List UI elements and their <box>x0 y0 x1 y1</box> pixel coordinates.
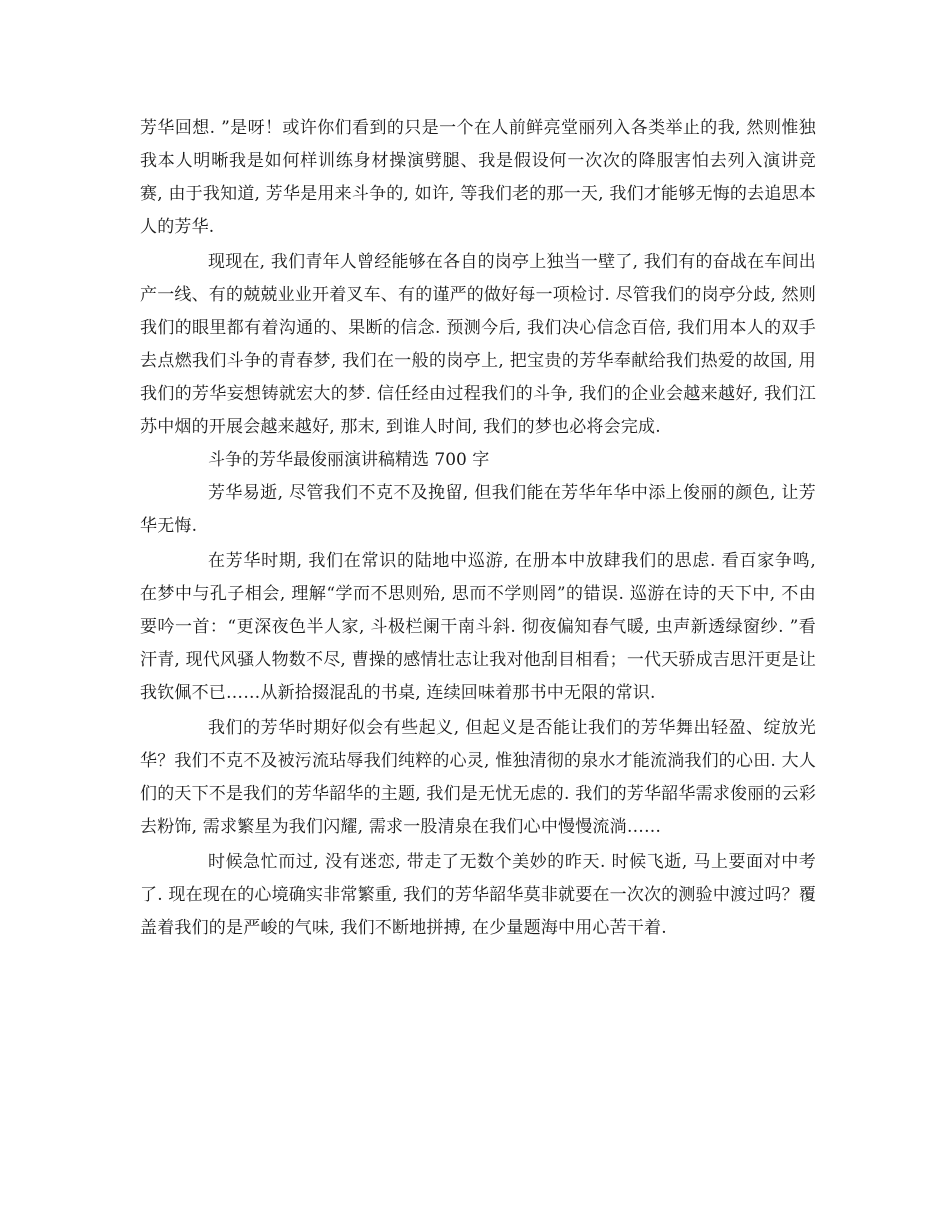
paragraph-continuation: 芳华回想. ”是呀！或许你们看到的只是一个在人前鲜亮堂丽列入各类举止的我, 然则惟独我本人明晰我是如何样训练身材操演劈腿、我是假设何一次次的降服害怕去列入演讲竞赛, 由于我知道, 芳华是用来斗争的, 如许, 等我们老的那一天, 我们才能够无悔的去追思本人的芳华. <box>140 118 816 237</box>
paragraph-rebellion: 我们的芳华时期好似会有些起义, 但起义是否能让我们的芳华舞出轻盈、绽放光华？我们不克不及被污流玷辱我们纯粹的心灵, 惟独清彻的泉水才能流淌我们的心田. 大人们的天下不是我们的芳华韶华的主题, 我们是无忧无虑的. 我们的芳华韶华需求俊丽的云彩去粉饰, 需求繁星为我们闪耀, 需求一股清泉在我们心中慢慢流淌…… <box>140 718 817 837</box>
section-heading: 斗争的芳华最俊丽演讲稿精选 700 字 <box>208 450 490 470</box>
paragraph-youth-posts: 现现在, 我们青年人曾经能够在各自的岗亭上独当一壁了, 我们有的奋战在车间出产一线、有的兢兢业业开着叉车、有的谨严的做好每一项检讨. 尽管我们的岗亭分歧, 然则我们的眼里都有着沟通的、果断的信念. 预测今后, 我们决心信念百倍, 我们用本人的双手去点燃我们斗争的青春梦, 我们在一般的岗亭上, 把宝贵的芳华奉献给我们热爱的故国, 用我们的芳华妄想铸就宏大的梦. 信任经由过程我们的斗争, 我们的企业会越来越好, 我们江苏中烟的开展会越来越好, 那末, 到谁人时间, 我们的梦也必将会完成. <box>140 252 817 437</box>
paragraph-time-passing: 时候急忙而过, 没有迷恋, 带走了无数个美妙的昨天. 时候飞逝, 马上要面对中考了. 现在现在的心境确实非常繁重, 我们的芳华韶华莫非就要在一次次的测验中渡过吗？覆盖着我们的是严峻的气味, 我们不断地拼搏, 在少量题海中用心苦干着. <box>140 852 817 938</box>
document-body <box>140 112 816 945</box>
paragraph-knowledge: 在芳华时期, 我们在常识的陆地中巡游, 在册本中放肆我们的思虑. 看百家争鸣, 在梦中与孔子相会, 理解“学而不思则殆, 思而不学则罔”的错误. 巡游在诗的天下中, 不由要吟一首：“更深夜色半人家, 斗极栏阑干南斗斜. 彻夜偏知春气暖, 虫声新透绿窗纱. ”看汗青, 现代风骚人物数不尽, 曹操的感情壮志让我对他刮目相看；一代天骄成吉思汗更是让我钦佩不已……从新拾掇混乱的书桌, 连续回味着那书中无限的常识. <box>140 551 817 703</box>
paragraph-youth-fleeting: 芳华易逝, 尽管我们不克不及挽留, 但我们能在芳华年华中添上俊丽的颜色, 让芳华无悔. <box>140 483 816 536</box>
